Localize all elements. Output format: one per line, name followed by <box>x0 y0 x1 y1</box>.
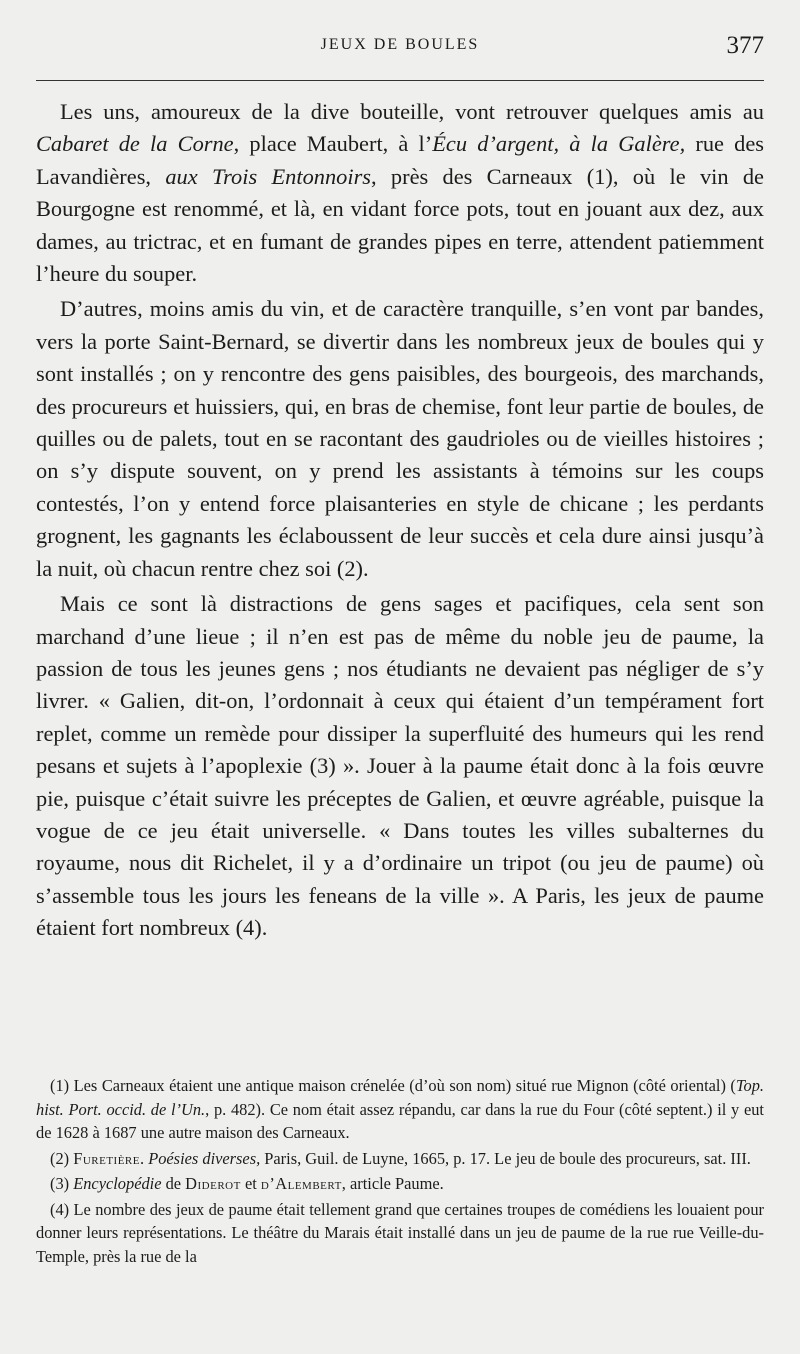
small-caps-run: Furetière <box>73 1148 140 1168</box>
text-run: Paris, Guil. de Luyne, 1665, p. 17. Le jeu de boule des procureurs, sat. III. <box>260 1148 751 1168</box>
small-caps-run: Diderot <box>185 1174 241 1193</box>
italic-run: Poésies diverses, <box>148 1148 261 1168</box>
paragraph-1 <box>36 96 764 290</box>
text-run: . <box>140 1148 149 1168</box>
header-rule <box>36 80 764 81</box>
italic-run: Top. hist. Port. occid. de l’Un. <box>36 1076 764 1119</box>
main-text <box>36 96 764 948</box>
italic-run: Écu d’argent, à la Galère, <box>432 131 686 157</box>
text-run: de <box>161 1174 186 1193</box>
text-run: et <box>240 1174 261 1193</box>
text-run: (3) <box>50 1174 74 1193</box>
text-run: (1) Les Carneaux étaient une antique maison crénelée (d’où son nom) situé rue Mignon (côté oriental) ( <box>50 1076 736 1095</box>
italic-run: Cabaret de la Corne <box>36 131 234 157</box>
italic-run: aux Trois Entonnoirs <box>165 163 372 189</box>
running-head: JEUX DE BOULES <box>320 36 480 53</box>
text-run: , près des Carneaux (1), où le vin de Bourgogne est renommé, et là, en vidant force pots, tout en jouant aux dez, aux dames, au trictrac, et en fumant de grandes pipes en terre, attendent patiemment l’heure du souper. <box>36 163 764 287</box>
paragraph-2: D’autres, moins amis du vin, et de caractère tranquille, s’en vont par bandes, vers la porte Saint-Bernard, se divertir dans les nombreux jeux de boules qui y sont installés ; on y rencontre des gens paisibles, des bourgeois, des marchands, des procureurs et huissiers, qui, en bras de chemise, font leur partie de boules, de quilles ou de palets, tout en se racontant des gaudrioles ou de vieilles histoires ; on s’y dispute souvent, on y prend les assistants à témoins sur les coups contestés, l’on y entend force plaisanteries en style de chicane ; les perdants grognent, les gagnants les éclaboussent de leur succès et cela dure ainsi jusqu’à la nuit, où chacun rentre chez soi (2). <box>36 296 764 581</box>
paragraph-3: Mais ce sont là distractions de gens sages et pacifiques, cela sent son marchand d’une lieue ; il n’en est pas de même du noble jeu de paume, la passion de tous les jeunes gens ; nos étudiants ne devaient pas négliger de s’y livrer. « Galien, dit-on, l’ordonnait à ceux qui étaient d’un tempérament fort replet, comme un remède pour dissiper la superfluité des humeurs qui les rend pesans et sujets à l’apoplexie (3) ». Jouer à la paume était donc à la fois œuvre pie, puisque c’était suivre les préceptes de Galien, et œuvre agréable, puisque la vogue de ce jeu était universelle. « Dans toutes les villes subalternes du royaume, nous dit Richelet, il y a d’ordinaire un tripot (ou jeu de paume) où s’assemble tous les jours les feneans de la ville ». A Paris, les jeux de paume étaient fort nombreux (4). <box>36 591 764 941</box>
page-number: 377 <box>726 32 764 59</box>
text-run: , p. 482). Ce nom était assez répandu, car dans la rue du Four (côté septent.) il y eut de 1628 à 1687 une autre maison des Carneaux. <box>36 1099 764 1142</box>
text-run: , place Maubert, à l’ <box>233 131 433 157</box>
small-caps-run: d’Alembert <box>260 1174 342 1193</box>
text-run: (2) <box>50 1148 74 1168</box>
text-run: Les uns, amoureux de la dive bouteille, vont retrouver quelques amis au <box>60 99 764 124</box>
footnote-3 <box>36 1172 764 1196</box>
text-run: , article Paume. <box>341 1174 444 1193</box>
page-header <box>36 30 764 66</box>
text-run: rue des Lavandières, <box>36 131 764 189</box>
footnote-1 <box>36 1074 764 1145</box>
italic-run: Encyclopédie <box>73 1174 162 1193</box>
footnote-4: (4) Le nombre des jeux de paume était tellement grand que certaines troupes de comédiens les louaient pour donner leurs représentations. Le théâtre du Marais était installé dans un jeu de paume de la rue rue Veille-du-Temple, près la rue de la <box>36 1199 764 1266</box>
footnotes <box>36 1074 764 1270</box>
footnote-2 <box>36 1147 764 1171</box>
